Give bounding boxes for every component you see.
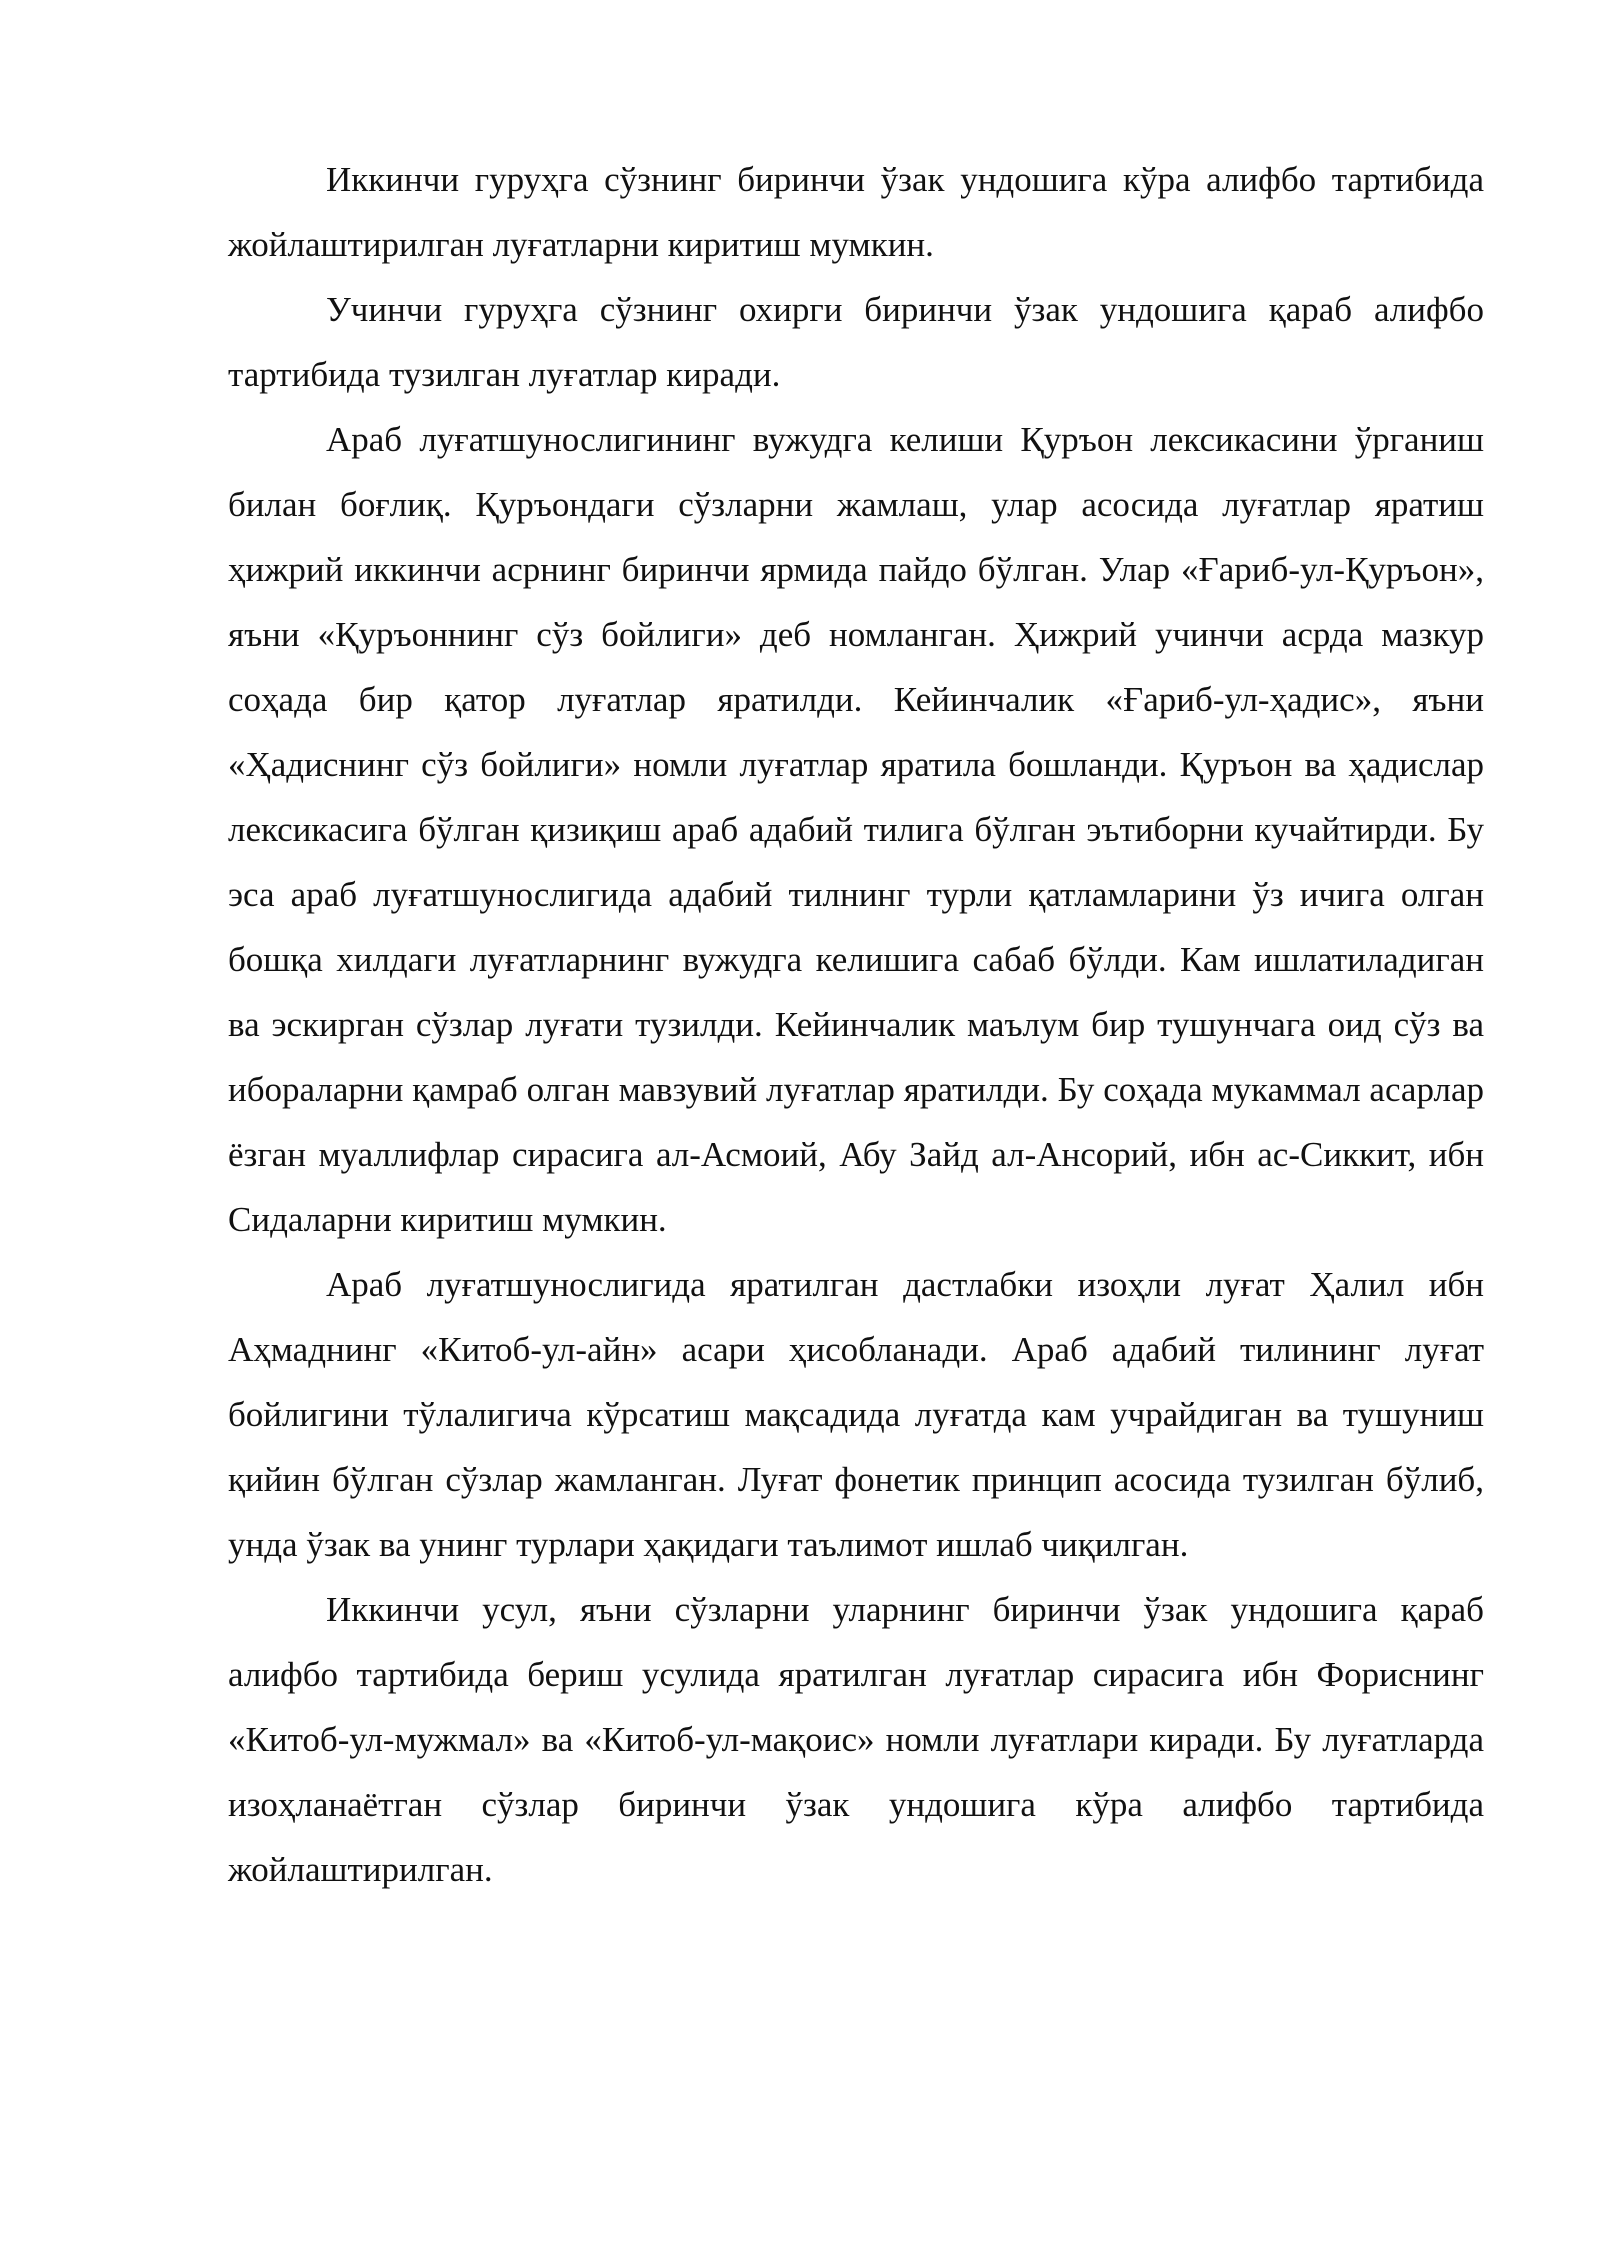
document-body	[228, 147, 1484, 1902]
paragraph-4: Араб луғатшунослигида яратилган дастлабки изоҳли луғат Ҳалил ибн Аҳмаднинг «Китоб-ул-айн» асари ҳисобланади. Араб адабий тилининг луғат бойлигини тўлалигича кўрсатиш мақсадида луғатда кам учрайдиган ва тушуниш қийин бўлган сўзлар жамланган. Луғат фонетик принцип асосида тузилган бўлиб, унда ўзак ва унинг турлари ҳақидаги таълимот ишлаб чиқилган.	[228, 1265, 1484, 1564]
paragraph-1: Иккинчи гуруҳга сўзнинг биринчи ўзак ундошига кўра алифбо тартибида жойлаштирилган луғатларни киритиш мумкин.	[228, 160, 1484, 264]
paragraph-2: Учинчи гуруҳга сўзнинг охирги биринчи ўзак ундошига қараб алифбо тартибида тузилган луғатлар киради.	[228, 290, 1484, 394]
paragraph-3: Араб луғатшунослигининг вужудга келиши Қуръон лексикасини ўрганиш билан боғлиқ. Қуръондаги сўзларни жамлаш, улар асосида луғатлар яратиш ҳижрий иккинчи асрнинг биринчи ярмида пайдо бўлган. Улар «Ғариб-ул-Қуръон», яъни «Қуръоннинг сўз бойлиги» деб номланган. Ҳижрий учинчи асрда мазкур соҳада бир қатор луғатлар яратилди. Кейинчалик «Ғариб-ул-ҳадис», яъни «Ҳадиснинг сўз бойлиги» номли луғатлар яратила бошланди. Қуръон ва ҳадислар лексикасига бўлган қизиқиш араб адабий тилига бўлган эътиборни кучайтирди. Бу эса араб луғатшунослигида адабий тилнинг турли қатламларини ўз ичига олган бошқа хилдаги луғатларнинг вужудга келишига сабаб бўлди. Кам ишлатиладиган ва эскирган сўзлар луғати тузилди. Кейинчалик маълум бир тушунчага оид сўз ва ибораларни қамраб олган мавзувий луғатлар яратилди. Бу соҳада мукаммал асарлар ёзган муаллифлар сирасига ал-Асмоий, Абу Зайд ал-Ансорий, ибн ас-Сиккит, ибн Сидаларни киритиш мумкин.	[228, 420, 1484, 1239]
paragraph-5: Иккинчи усул, яъни сўзларни уларнинг биринчи ўзак ундошига қараб алифбо тартибида бериш усулида яратилган луғатлар сирасига ибн Фориснинг «Китоб-ул-мужмал» ва «Китоб-ул-мақоис» номли луғатлари киради. Бу луғатларда изоҳланаётган сўзлар биринчи ўзак ундошига кўра алифбо тартибида жойлаштирилган.	[228, 1590, 1484, 1889]
